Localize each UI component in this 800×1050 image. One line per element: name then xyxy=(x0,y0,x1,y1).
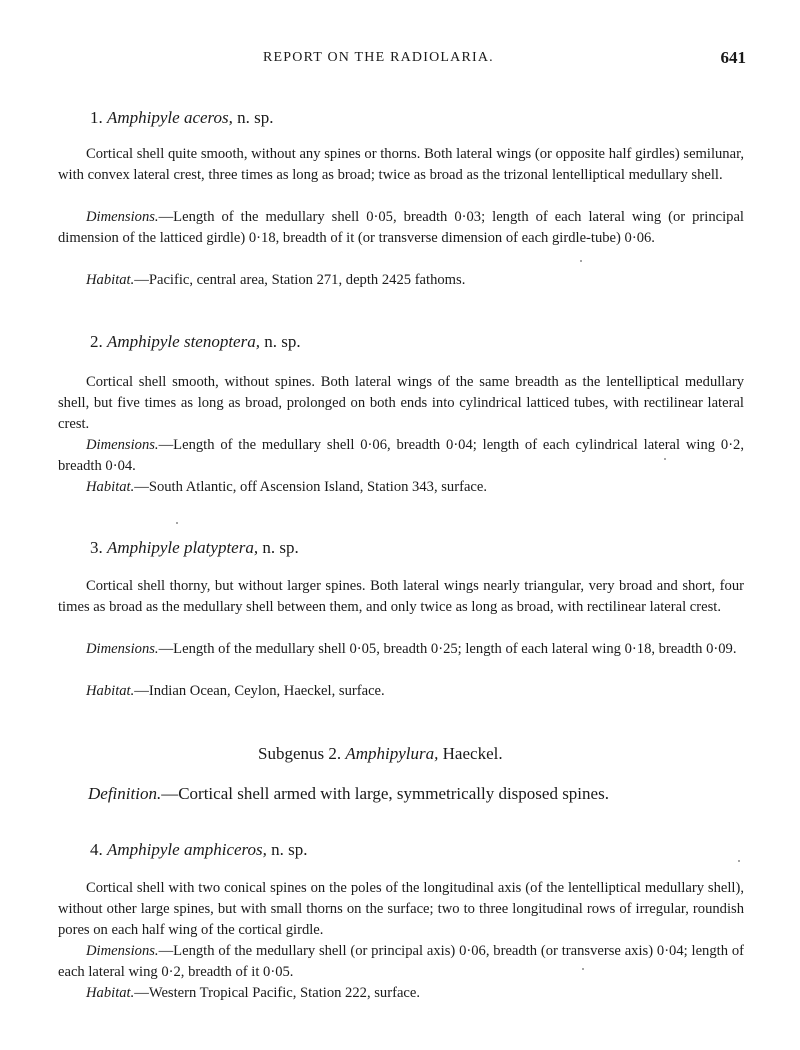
species-suffix: n. sp. xyxy=(271,840,308,859)
species-habitat-2: Habitat.—South Atlantic, off Ascension Island, Station 343, surface. xyxy=(86,479,488,495)
species-habitat-3: Habitat.—Indian Ocean, Ceylon, Haeckel, surface. xyxy=(86,683,385,699)
definition-label: Definition. xyxy=(88,784,162,803)
subgenus-definition xyxy=(88,784,609,804)
species-description-4: Cortical shell with two conical spines on the poles of the longitudinal axis (of the lentelliptical medullary shell), without other large spines, but with small thorns on the surface; two to three longitudinal rows of irregular, roundish pores on each half wing of the cortical girdle. xyxy=(58,880,744,938)
species-name: Amphipyle stenoptera, xyxy=(107,332,260,351)
species-number: 3. xyxy=(90,538,103,557)
paper-speck xyxy=(176,522,178,524)
species-heading-4 xyxy=(90,840,308,860)
species-heading-2 xyxy=(90,332,301,352)
species-suffix: n. sp. xyxy=(264,332,301,351)
paper-speck xyxy=(582,968,584,970)
species-dimensions-4: Dimensions.—Length of the medullary shell (or principal axis) 0·06, breadth (or transverse axis) 0·04; length of each lateral wing 0·2, breadth of it 0·05. xyxy=(58,943,744,980)
species-suffix: n. sp. xyxy=(237,108,274,127)
species-habitat-1: Habitat.—Pacific, central area, Station 271, depth 2425 fathoms. xyxy=(86,272,466,288)
species-suffix: n. sp. xyxy=(262,538,299,557)
subgenus-heading xyxy=(258,744,503,764)
species-habitat-4: Habitat.—Western Tropical Pacific, Station 222, surface. xyxy=(86,985,421,1001)
species-number: 4. xyxy=(90,840,103,859)
species-number: 1. xyxy=(90,108,103,127)
species-dimensions-1: Dimensions.—Length of the medullary shell 0·05, breadth 0·03; length of each lateral wing (or principal dimension of the latticed girdle) 0·18, breadth of it (or transverse dimension of each girdle-tube) 0·06. xyxy=(58,209,744,246)
species-description-2: Cortical shell smooth, without spines. Both lateral wings of the same breadth as the lentelliptical medullary shell, but five times as long as broad, prolonged on both ends into cylindrical latticed tubes, with rectilinear lateral crest. xyxy=(58,374,744,432)
page-header xyxy=(58,48,748,72)
species-description-3: Cortical shell thorny, but without larger spines. Both lateral wings nearly triangular, very broad and short, four times as broad as the medullary shell between them, and only twice as long as broad, with rectilinear lateral crest. xyxy=(58,578,744,615)
running-title: REPORT ON THE RADIOLARIA. xyxy=(263,50,494,65)
subgenus-name: Amphipylura, xyxy=(345,744,439,763)
species-dimensions-3: Dimensions.—Length of the medullary shell 0·05, breadth 0·25; length of each lateral wing 0·18, breadth 0·09. xyxy=(86,641,737,657)
species-number: 2. xyxy=(90,332,103,351)
subgenus-prefix: Subgenus 2. xyxy=(258,744,342,763)
paper-speck xyxy=(738,860,740,862)
species-description-1: Cortical shell quite smooth, without any spines or thorns. Both lateral wings (or opposite half girdles) semilunar, with convex lateral crest, three times as long as broad; twice as broad as the trizonal lentelliptical medullary shell. xyxy=(58,146,744,183)
species-heading-3 xyxy=(90,538,299,558)
paper-speck xyxy=(580,260,582,262)
definition-text: —Cortical shell armed with large, symmetrically disposed spines. xyxy=(161,784,609,803)
species-heading-1 xyxy=(90,108,274,128)
paper-speck xyxy=(664,458,666,460)
species-dimensions-2: Dimensions.—Length of the medullary shell 0·06, breadth 0·04; length of each cylindrical lateral wing 0·2, breadth 0·04. xyxy=(58,437,744,474)
page-number: 641 xyxy=(720,48,746,67)
species-name: Amphipyle platyptera, xyxy=(107,538,259,557)
species-name: Amphipyle amphiceros, xyxy=(107,840,267,859)
species-name: Amphipyle aceros, xyxy=(107,108,233,127)
subgenus-author: Haeckel. xyxy=(442,744,503,763)
